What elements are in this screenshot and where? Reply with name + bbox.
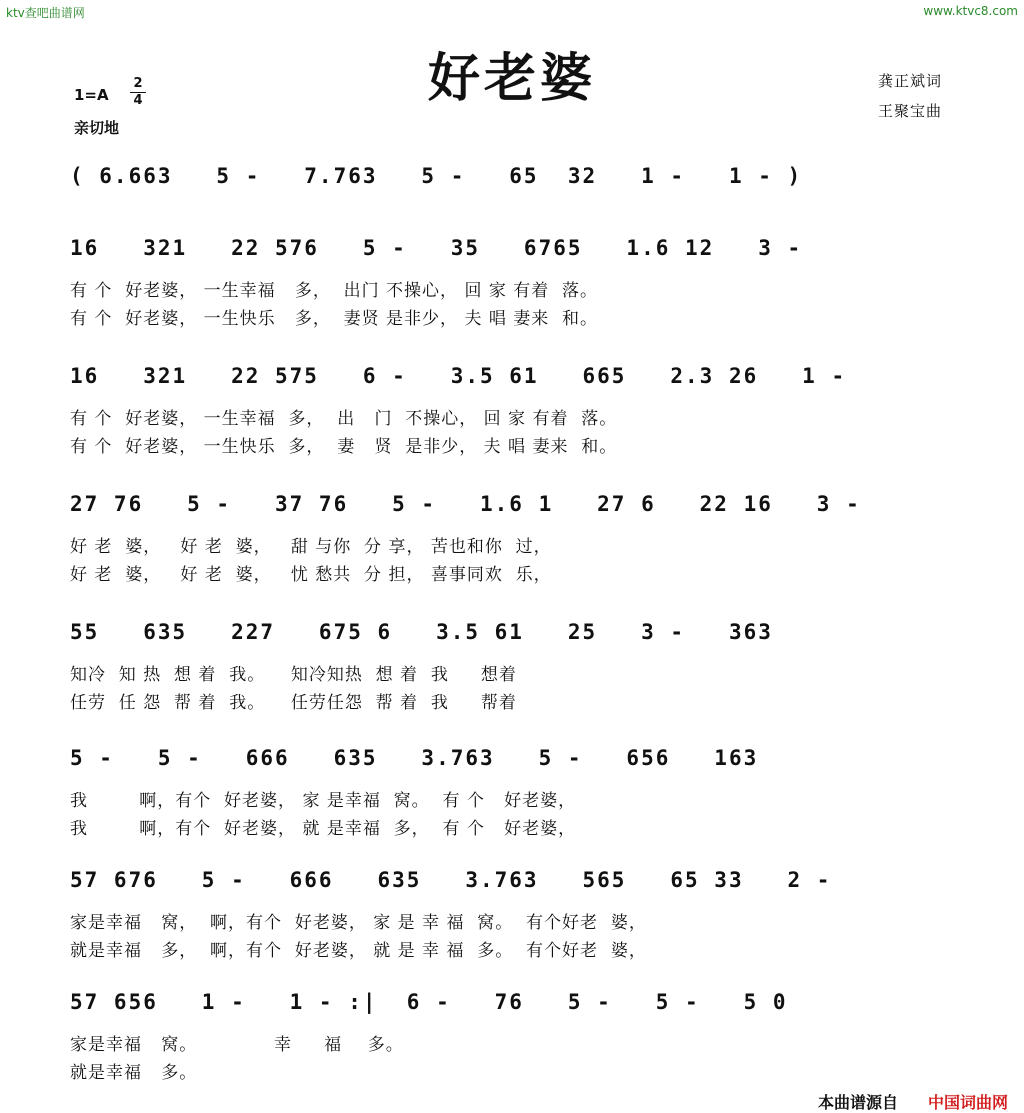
lyric-verse-1: 好 老 婆， 好 老 婆， 甜 与你 分 享， 苦也和你 过， <box>70 537 552 557</box>
notation-line: 16 321 22 575 6 - 3.5 61 665 2.3 26 1 - <box>70 364 847 388</box>
notation-line: 27 76 5 - 37 76 5 - 1.6 1 27 6 22 16 3 - <box>70 492 861 516</box>
time-signature <box>130 76 146 109</box>
source-site-link[interactable]: 中国词曲网 <box>928 1093 1009 1112</box>
lyric-verse-2: 就是幸福 多， 啊，有个 好老婆， 就 是 幸 福 多。 有个好老 婆， <box>70 941 647 961</box>
lyricist-credit: 龚正斌词 <box>878 72 943 90</box>
lyric-verse-2: 就是幸福 多。 <box>70 1063 198 1083</box>
notation-line: 57 676 5 - 666 635 3.763 565 65 33 2 - <box>70 868 832 892</box>
watermark-right: www.ktvc8.com <box>923 4 1018 18</box>
watermark-left: ktv查吧曲谱网 <box>6 6 85 20</box>
tempo-marking: 亲切地 <box>74 119 120 137</box>
notation-line: 57 656 1 - 1 - :| 6 - 76 5 - 5 - 5 0 <box>70 990 788 1014</box>
notation-line: ( 6.663 5 - 7.763 5 - 65 32 1 - 1 - ) <box>70 164 803 188</box>
source-label: 本曲谱源自 <box>818 1093 899 1112</box>
lyric-verse-2: 有 个 好老婆， 一生快乐 多， 妻贤 是非少， 夫 唱 妻来 和。 <box>70 309 599 329</box>
lyric-verse-1: 有 个 好老婆， 一生幸福 多， 出 门 不操心， 回 家 有着 落。 <box>70 409 618 429</box>
lyric-verse-2: 我 啊，有个 好老婆， 就 是幸福 多， 有 个 好老婆， <box>70 819 577 839</box>
song-title: 好老婆 <box>427 49 596 109</box>
key-signature: 1=A <box>74 86 109 104</box>
lyric-verse-1: 有 个 好老婆， 一生幸福 多， 出门 不操心， 回 家 有着 落。 <box>70 281 599 301</box>
lyric-verse-1: 家是幸福 窝， 啊，有个 好老婆， 家 是 幸 福 窝。 有个好老 婆， <box>70 913 647 933</box>
notation-line: 55 635 227 675 6 3.5 61 25 3 - 363 <box>70 620 773 644</box>
lyric-verse-2: 好 老 婆， 好 老 婆， 忧 愁共 分 担， 喜事同欢 乐， <box>70 565 552 585</box>
lyric-verse-2: 有 个 好老婆， 一生快乐 多， 妻 贤 是非少， 夫 唱 妻来 和。 <box>70 437 618 457</box>
time-denominator: 4 <box>133 93 143 108</box>
lyric-verse-2: 任劳 任 怨 帮 着 我。 任劳任怨 帮 着 我 帮着 <box>70 693 517 713</box>
lyric-verse-1: 家是幸福 窝。 幸 福 多。 <box>70 1035 404 1055</box>
lyric-verse-1: 我 啊，有个 好老婆， 家 是幸福 窝。 有 个 好老婆， <box>70 791 577 811</box>
composer-credit: 王聚宝曲 <box>878 102 943 120</box>
time-numerator: 2 <box>130 76 146 93</box>
notation-line: 16 321 22 576 5 - 35 6765 1.6 12 3 - <box>70 236 803 260</box>
lyric-verse-1: 知冷 知 热 想 着 我。 知冷知热 想 着 我 想着 <box>70 665 517 685</box>
notation-line: 5 - 5 - 666 635 3.763 5 - 656 163 <box>70 746 759 770</box>
